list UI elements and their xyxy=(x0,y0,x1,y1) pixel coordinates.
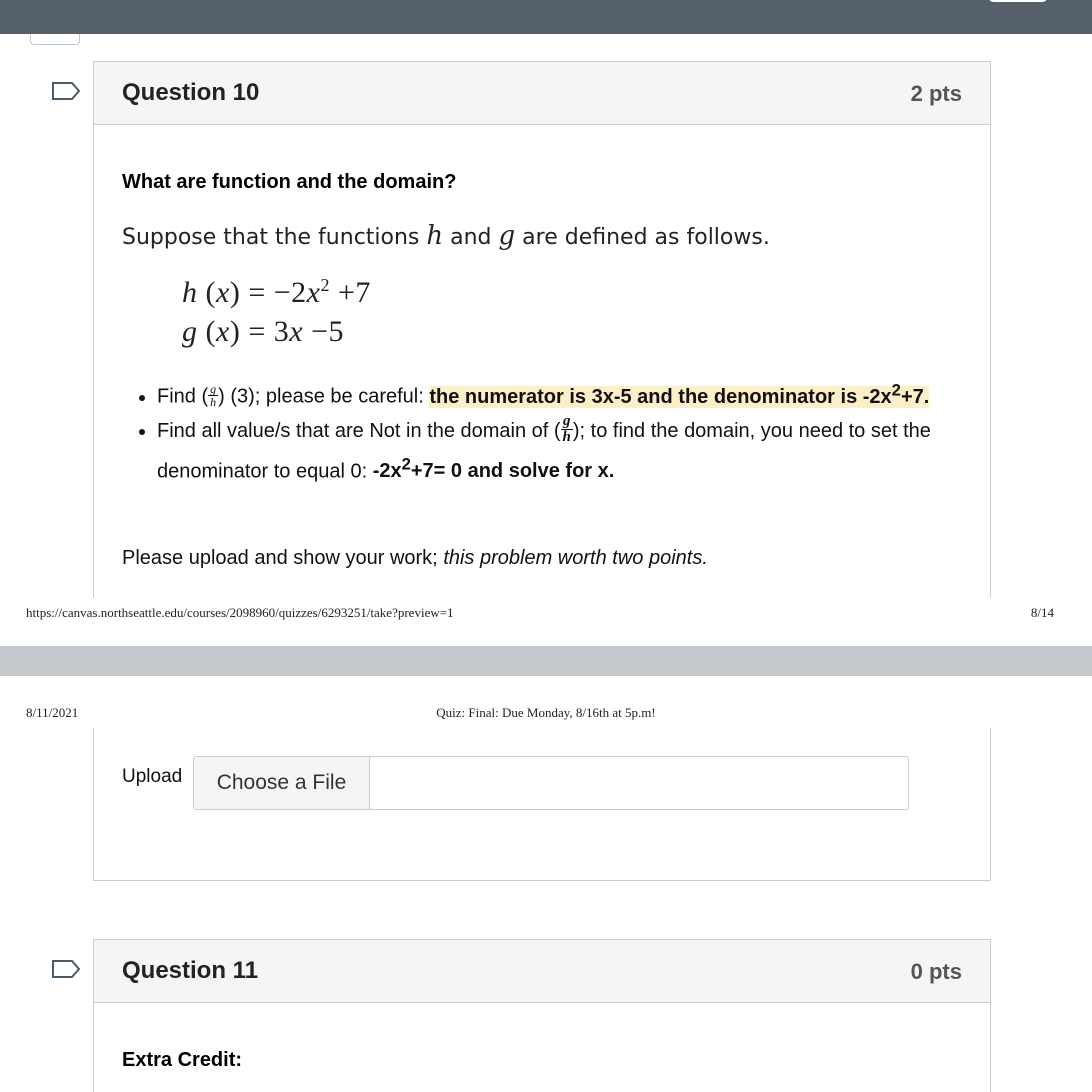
flag-question-icon[interactable] xyxy=(52,960,80,978)
nav-tab-stub[interactable] xyxy=(30,34,80,45)
choose-file-button[interactable]: Choose a File xyxy=(194,757,370,809)
print-header-date: 8/11/2021 xyxy=(26,705,79,720)
question-10-card xyxy=(93,61,991,598)
formula-g: g (x) = 3x −5 xyxy=(182,315,344,348)
fraction-g-over-h: $\frac{g}{h}$ xyxy=(210,381,217,409)
print-header-title: Quiz: Final: Due Monday, 8/16th at 5p.m! xyxy=(436,705,656,720)
question-11-heading: Extra Credit: xyxy=(122,1049,243,1071)
question-11-header xyxy=(94,940,990,1003)
instruction-item-1: • Find ( $\frac{g}{h}$ ) (3); please be careful: the numerator is 3x-5 and the denominator is $-2x^2+7$. xyxy=(157,373,967,414)
file-upload-field[interactable] xyxy=(193,756,909,810)
flag-question-icon[interactable] xyxy=(52,82,80,100)
formula-h: h $(x) = -2x^2 +7$ xyxy=(182,275,371,309)
print-footer-page: 8/14 xyxy=(1030,605,1054,620)
page-break xyxy=(0,646,1092,676)
question-intro: Suppose that the functions h and g are defined as follows. xyxy=(122,221,770,251)
top-bar-button[interactable] xyxy=(988,0,1048,2)
instruction-list xyxy=(132,373,967,488)
upload-instruction: Please upload and show your work; this problem worth two points. xyxy=(122,547,708,569)
upload-label: Upload xyxy=(122,766,183,787)
fraction-g-over-h-bold: $\frac{g}{h}$ xyxy=(562,412,571,445)
bold-equation: $-2x^2+7= 0$ and solve for x. xyxy=(372,454,615,483)
question-11-points: 0 pts xyxy=(910,959,962,984)
top-bar xyxy=(0,0,1092,34)
question-11-card xyxy=(93,939,991,1092)
question-10-points: 2 pts xyxy=(910,81,962,106)
question-10-title: Question 10 xyxy=(122,79,260,106)
print-footer-url: https://canvas.northseattle.edu/courses/2098960/quizzes/6293251/take?preview=1 xyxy=(26,605,454,620)
question-11-title: Question 11 xyxy=(122,957,259,984)
question-heading: What are function and the domain? xyxy=(122,171,457,193)
question-10-upload-area xyxy=(93,728,991,881)
question-10-header xyxy=(94,62,990,125)
instruction-item-2: • Find all value/s that are Not in the domain of ( $\frac{g}{h}$ ); to find the domain, you need to set the denominator to equal 0: $-2x^2+7= 0$ and solve for x. xyxy=(157,414,967,489)
highlighted-note: the numerator is 3x-5 and the denominator is $-2x^2+7$. xyxy=(429,380,930,408)
